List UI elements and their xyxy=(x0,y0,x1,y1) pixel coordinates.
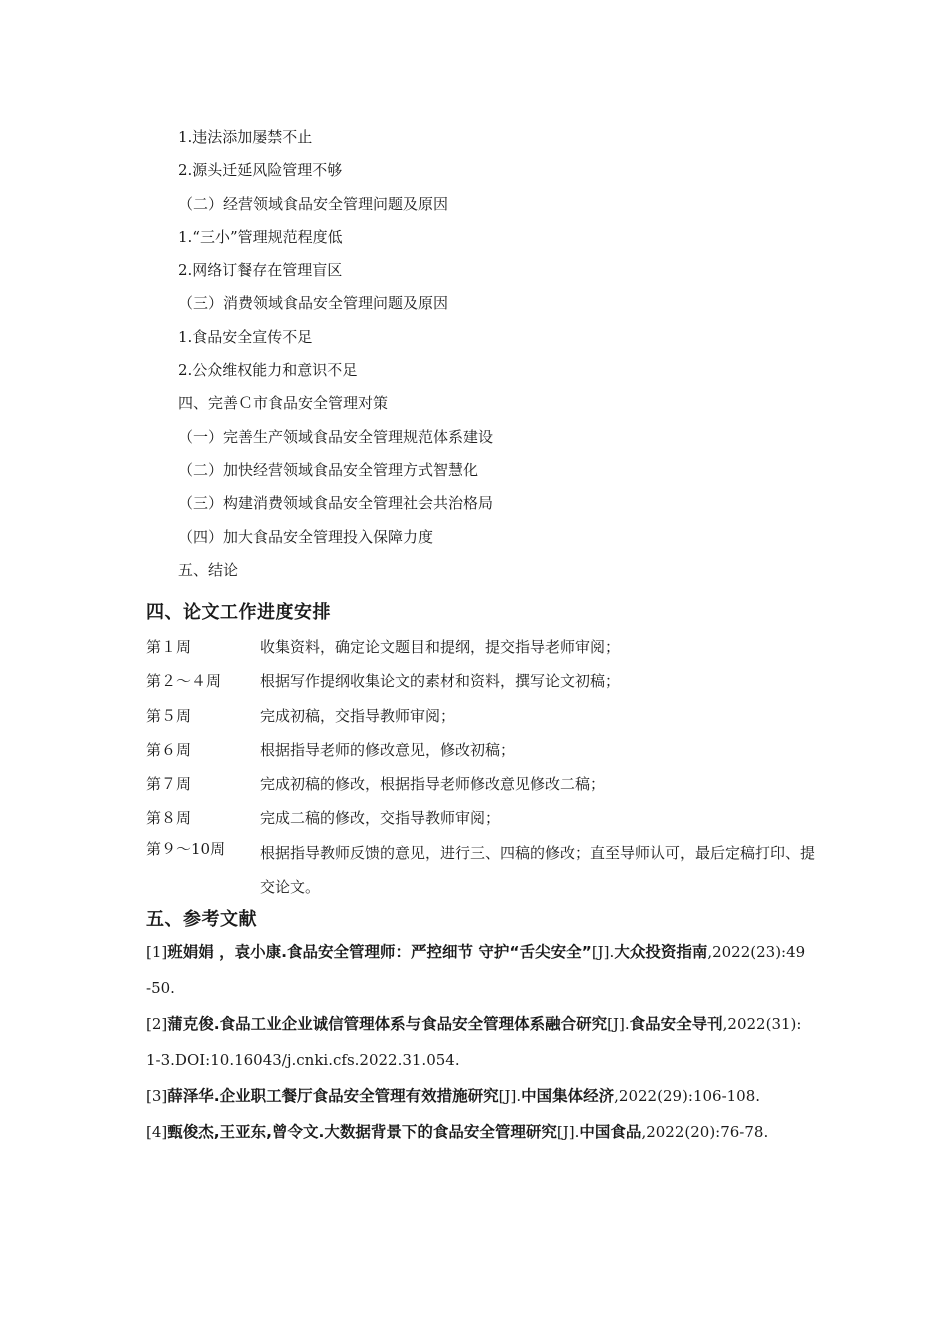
schedule-week: 第１周 xyxy=(146,638,192,656)
outline-item: 五、结论 xyxy=(178,560,239,579)
ref-type: [J]. xyxy=(607,1015,630,1033)
outline-list xyxy=(178,124,818,590)
schedule-row xyxy=(146,771,816,805)
schedule-week: 第８周 xyxy=(146,809,192,828)
schedule-week: 第６周 xyxy=(146,740,192,759)
schedule-row xyxy=(146,805,816,839)
outline-item: 1.“三小”管理规范程度低 xyxy=(178,227,343,246)
ref-authors-title: 薛泽华.企业职工餐厅食品安全管理有效措施研究 xyxy=(167,1087,499,1105)
ref-type: [J]. xyxy=(498,1087,522,1105)
schedule-task: 完成二稿的修改，交指导教师审阅； xyxy=(260,809,501,828)
outline-item: （一）完善生产领域食品安全管理规范体系建设 xyxy=(178,427,494,446)
schedule-task: 收集资料，确定论文题目和提纲，提交指导老师审阅； xyxy=(260,638,621,656)
schedule-week: 第２～４周 xyxy=(146,672,222,691)
ref-type: [J]. xyxy=(556,1123,580,1141)
reference-item xyxy=(146,1078,810,1114)
ref-number: [2] xyxy=(146,1015,168,1033)
schedule-task: 根据写作提纲收集论文的素材和资料，撰写论文初稿； xyxy=(260,672,621,691)
schedule-row xyxy=(146,836,816,906)
reference-item xyxy=(146,1006,810,1078)
schedule-task: 根据指导教师反馈的意见，进行三、四稿的修改；直至导师认可，最后定稿打印、提交论文。 xyxy=(260,843,816,896)
outline-item: 四、完善Ｃ市食品安全管理对策 xyxy=(178,394,389,413)
schedule-week: 第９～10周 xyxy=(146,839,226,858)
outline-item: 2.公众维权能力和意识不足 xyxy=(178,361,358,380)
ref-type: [J]. xyxy=(591,943,615,961)
ref-authors-title: 蒲克俊.食品工业企业诚信管理体系与食品安全管理体系融合研究 xyxy=(167,1015,608,1033)
reference-item xyxy=(146,934,810,1006)
outline-item: （三）构建消费领域食品安全管理社会共治格局 xyxy=(178,494,494,513)
schedule-task: 完成初稿，交指导教师审阅； xyxy=(260,706,456,725)
outline-item: 2.网络订餐存在管理盲区 xyxy=(178,261,343,280)
schedule-row xyxy=(146,668,816,702)
outline-item: （二）经营领域食品安全管理问题及原因 xyxy=(178,194,449,213)
ref-details: ,2022(20):76-78. xyxy=(641,1123,769,1141)
outline-item: 1.食品安全宣传不足 xyxy=(178,327,313,346)
schedule-week: 第５周 xyxy=(146,706,192,725)
schedule-row xyxy=(146,703,816,737)
section-heading-references: 五、参考文献 xyxy=(146,909,257,930)
ref-journal: 中国集体经济 xyxy=(521,1087,615,1105)
schedule-task: 根据指导老师的修改意见，修改初稿； xyxy=(260,740,516,759)
ref-number: [4] xyxy=(146,1123,168,1141)
schedule-week: 第７周 xyxy=(146,775,192,794)
ref-journal: 食品安全导刊 xyxy=(629,1015,723,1033)
ref-details: ,2022(31):1-3.DOI:10.16043/j.cnki.cfs.2022.31.054. xyxy=(146,1015,802,1069)
outline-item: 2.源头迁延风险管理不够 xyxy=(178,161,343,180)
reference-list xyxy=(146,934,810,1150)
ref-authors-title: 甄俊杰,王亚东,曾令文.大数据背景下的食品安全管理研究 xyxy=(167,1123,557,1141)
schedule-row xyxy=(146,737,816,771)
section-heading-schedule: 四、论文工作进度安排 xyxy=(146,602,331,623)
ref-journal: 中国食品 xyxy=(579,1123,642,1141)
outline-item: 1.违法添加屡禁不止 xyxy=(178,128,313,146)
reference-item xyxy=(146,1114,810,1150)
ref-number: [1] xyxy=(146,943,168,961)
schedule-table xyxy=(146,634,816,906)
ref-authors-title: 班娟娟 ，袁小康.食品安全管理师：严控细节 守护“舌尖安全” xyxy=(167,943,592,961)
outline-item: （二）加快经营领域食品安全管理方式智慧化 xyxy=(178,460,479,479)
ref-number: [3] xyxy=(146,1087,168,1105)
ref-details: ,2022(23):49-50. xyxy=(146,943,806,997)
ref-journal: 大众投资指南 xyxy=(614,943,708,961)
ref-details: ,2022(29):106-108. xyxy=(614,1087,761,1105)
schedule-row xyxy=(146,634,816,668)
outline-item: （四）加大食品安全管理投入保障力度 xyxy=(178,527,434,546)
outline-item: （三）消费领域食品安全管理问题及原因 xyxy=(178,294,449,313)
schedule-task: 完成初稿的修改，根据指导老师修改意见修改二稿； xyxy=(260,775,606,794)
